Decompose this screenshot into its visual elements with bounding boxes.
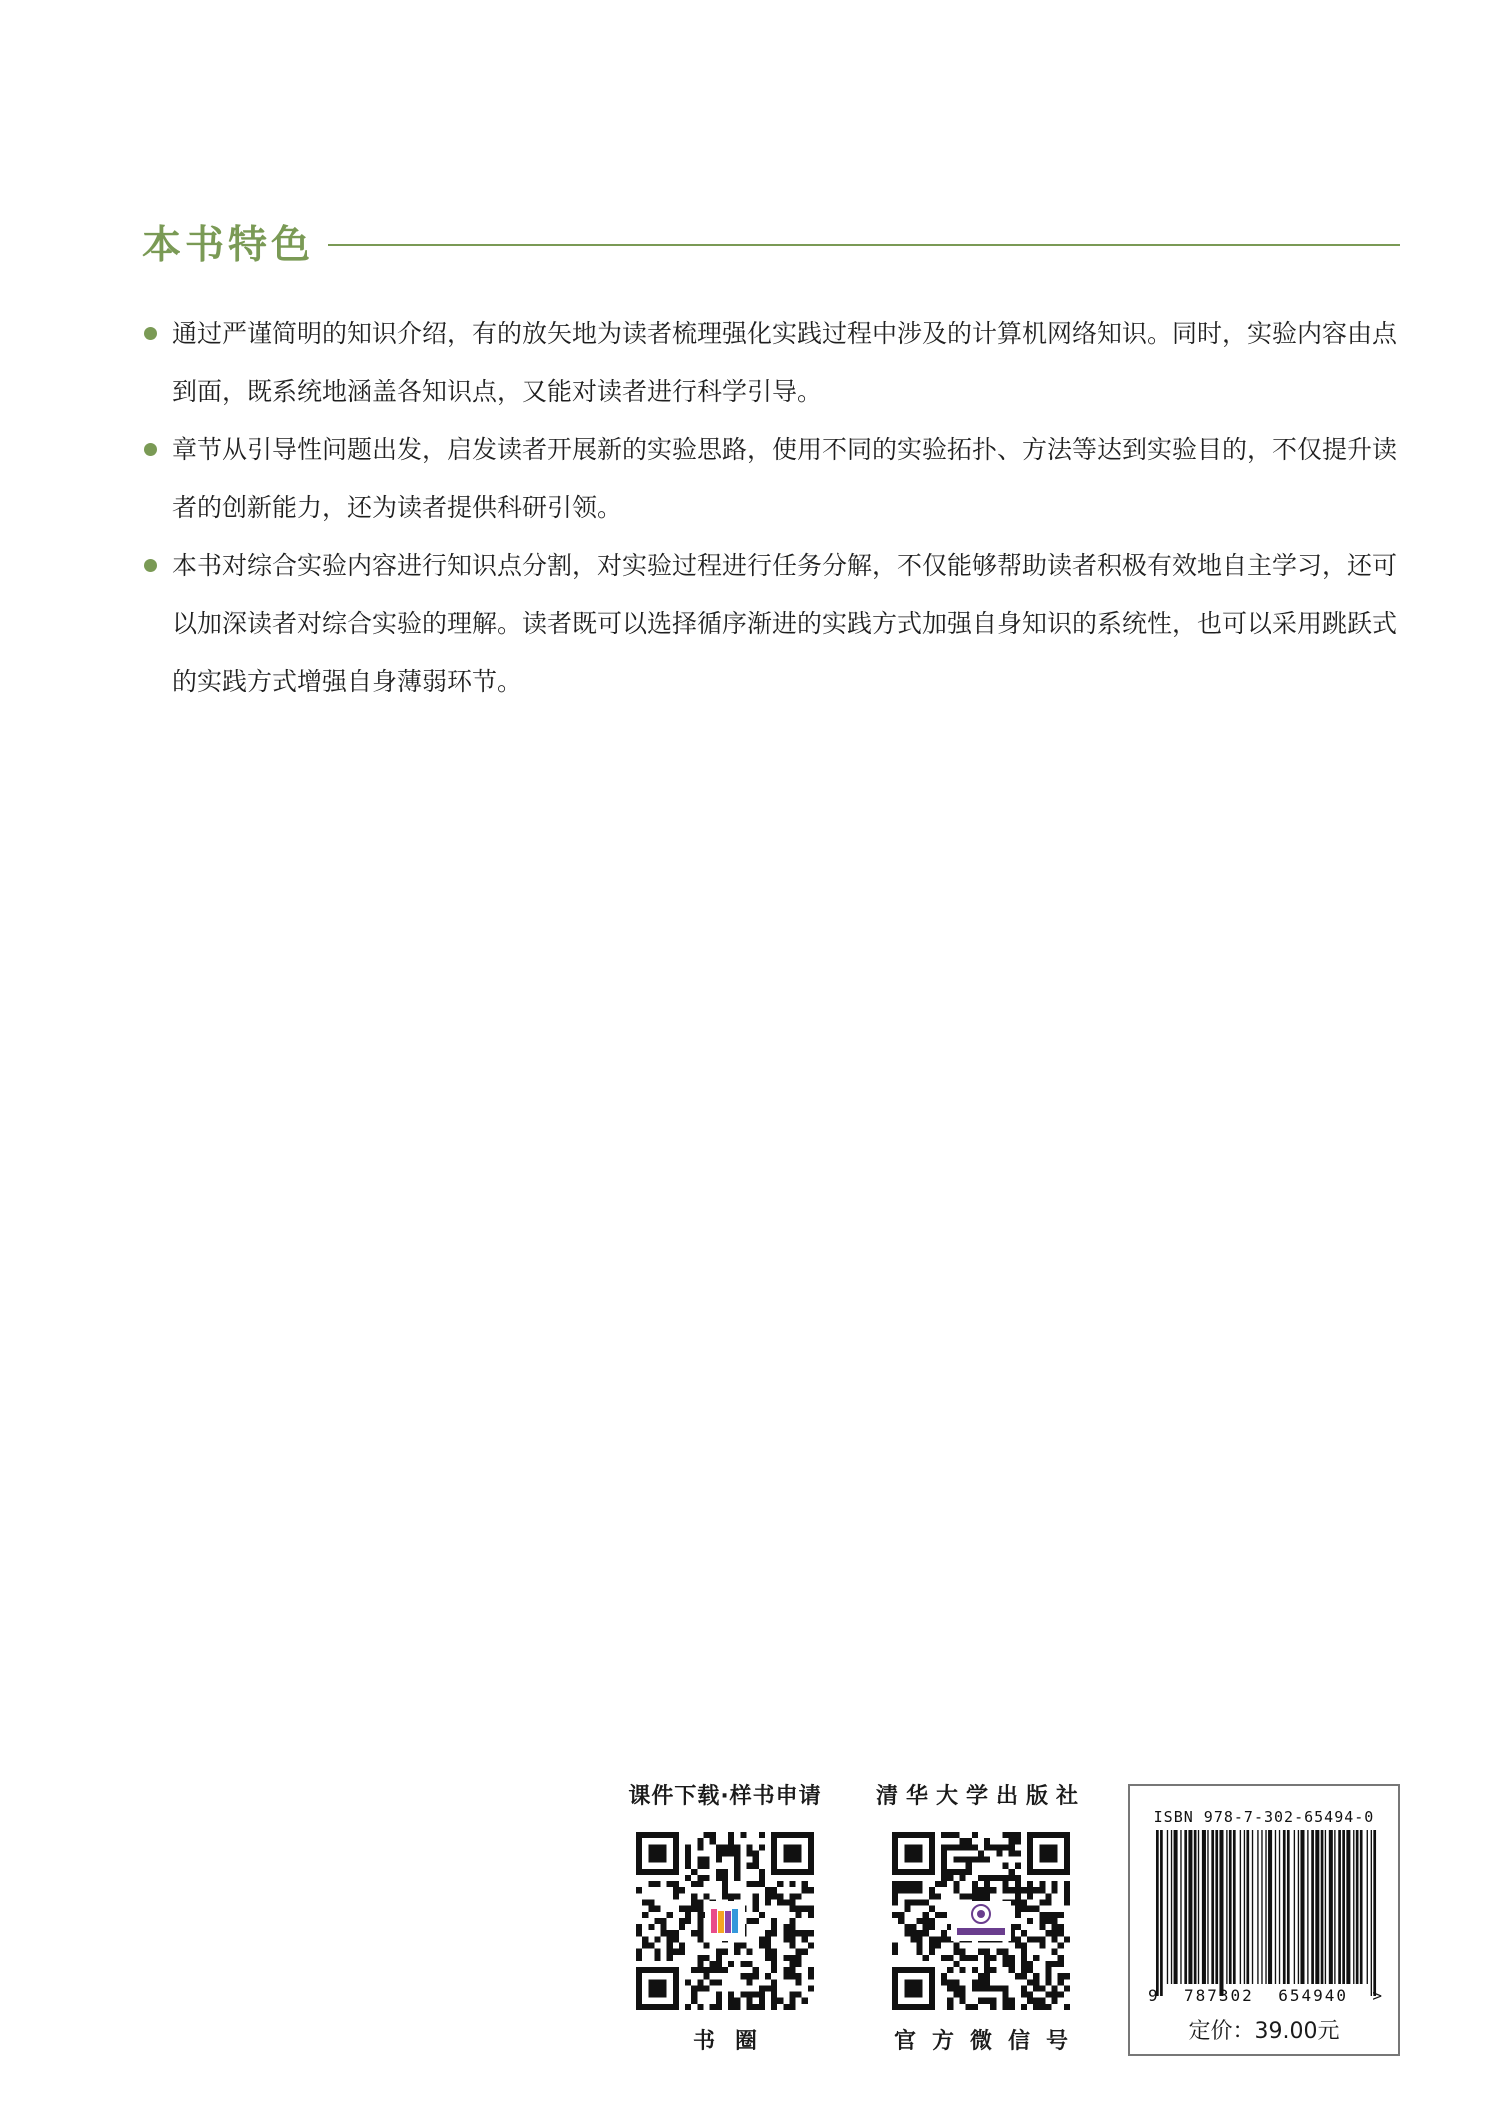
bullet-icon (144, 327, 157, 340)
barcode-icon (1150, 1830, 1382, 1996)
university-seal-icon (951, 1901, 1011, 1941)
feature-text: 通过严谨简明的知识介绍，有的放矢地为读者梳理强化实践过程中涉及的计算机网络知识。同时，实验内容由点到面，既系统地涵盖各知识点，又能对读者进行科学引导。 (172, 319, 1398, 406)
section-title: 本书特色 (142, 223, 315, 268)
section-header (142, 214, 1400, 270)
ean-tail: > (1372, 1986, 1384, 2005)
feature-text: 本书对综合实验内容进行知识点分割，对实验过程进行任务分解，不仅能够帮助读者积极有效地自主学习，还可以加深读者对综合实验的理解。读者既可以选择循序渐进的实践方式加强自身知识的系统性，也可以采用跳跃式的实践方式增强自身薄弱环节。 (172, 551, 1398, 696)
feature-item (142, 421, 1400, 537)
qr-label: 官方微信号 (893, 2029, 1084, 2054)
qr-block-shuquan (610, 1780, 840, 2055)
bullet-icon (144, 443, 157, 456)
isbn-number: ISBN 978-7-302-65494-0 (1153, 1808, 1375, 1826)
qr-caption: 清华大学出版社 (875, 1784, 1086, 1809)
feature-list (142, 305, 1400, 711)
feature-item (142, 305, 1400, 421)
price-label: 定价：39.00元 (1188, 2019, 1340, 2044)
bullet-icon (144, 559, 157, 572)
qr-code-shuquan (636, 1832, 814, 2010)
ean-group-2: 654940 (1278, 1986, 1348, 2005)
book-logo-icon (705, 1901, 745, 1941)
isbn-barcode-box (1128, 1784, 1400, 2056)
feature-text: 章节从引导性问题出发，启发读者开展新的实验思路，使用不同的实验拓扑、方法等达到实验目的，不仅提升读者的创新能力，还为读者提供科研引领。 (172, 435, 1398, 522)
qr-label: 书圈 (692, 2029, 777, 2054)
qr-code-wechat (892, 1832, 1070, 2010)
ean-digits (1148, 1986, 1384, 2005)
ean-group-1: 787302 (1184, 1986, 1254, 2005)
qr-block-wechat (866, 1780, 1096, 2055)
ean-lead-digit: 9 (1148, 1986, 1160, 2005)
section-divider (328, 244, 1400, 246)
qr-caption: 课件下载·样书申请 (628, 1784, 822, 1809)
feature-item (142, 537, 1400, 711)
